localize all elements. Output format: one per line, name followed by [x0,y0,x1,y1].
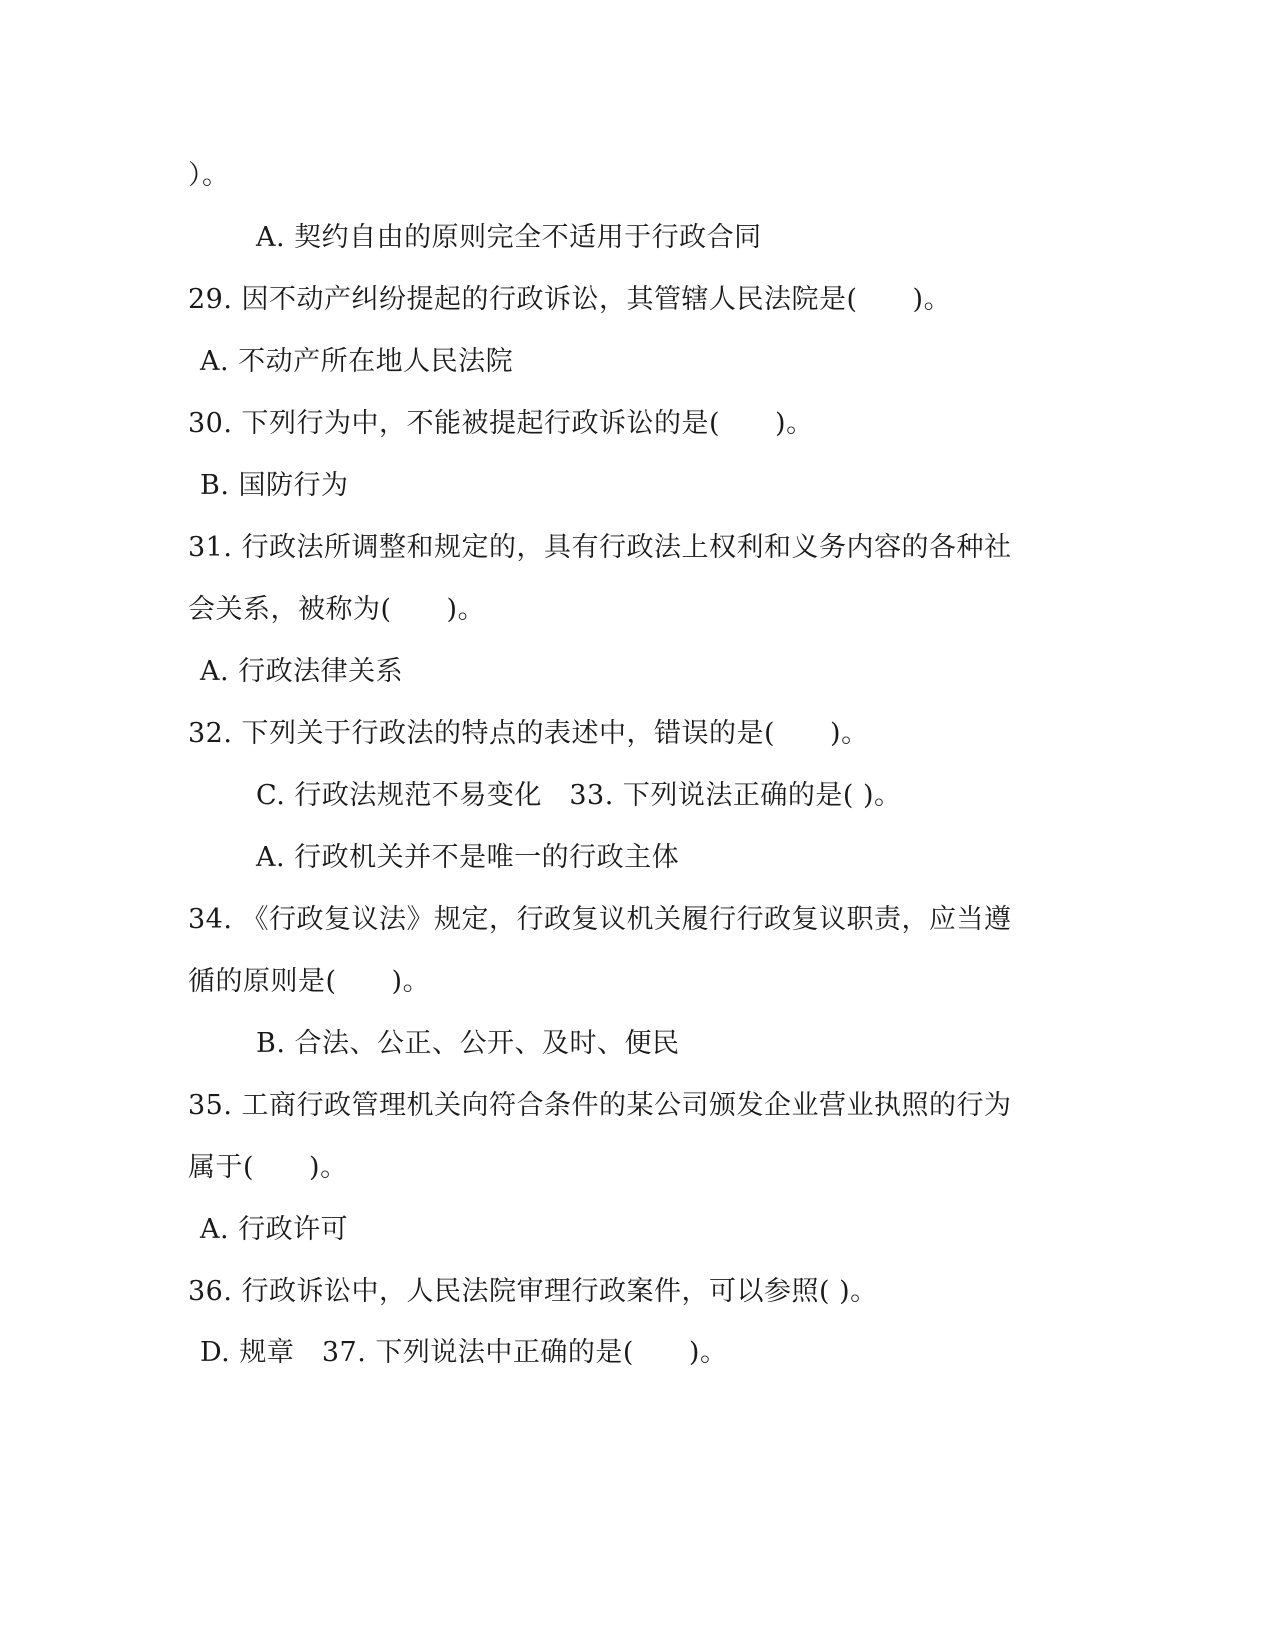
question-34: 34. 《行政复议法》规定，行政复议机关履行行政复议职责，应当遵 [188,904,1012,935]
question-32: 32. 下列关于行政法的特点的表述中，错误的是( )。 [188,718,869,749]
answer-line: B. 合法、公正、公开、及时、便民 [256,1028,680,1059]
question-35-continuation: 属于( )。 [188,1152,348,1183]
answer-line: A. 契约自由的原则完全不适用于行政合同 [256,222,762,253]
answer-line: A. 行政许可 [200,1214,349,1245]
answer-and-question-33: C. 行政法规范不易变化 33. 下列说法正确的是( )。 [256,780,902,811]
question-36: 36. 行政诉讼中，人民法院审理行政案件，可以参照( )。 [188,1276,878,1307]
question-31: 31. 行政法所调整和规定的，具有行政法上权利和义务内容的各种社 [188,532,1012,563]
question-31-continuation: 会关系，被称为( )。 [188,594,486,625]
question-35: 35. 工商行政管理机关向符合条件的某公司颁发企业营业执照的行为 [188,1090,1012,1121]
answer-line: A. 不动产所在地人民法院 [200,346,514,377]
answer-line: A. 行政法律关系 [200,656,404,687]
answer-and-question-37: D. 规章 37. 下列说法中正确的是( )。 [200,1337,728,1368]
answer-line: B. 国防行为 [200,470,349,501]
question-30: 30. 下列行为中，不能被提起行政诉讼的是( )。 [188,408,814,439]
continuation-line: ）。 [188,160,230,191]
answer-line: A. 行政机关并不是唯一的行政主体 [256,842,680,873]
question-29: 29. 因不动产纠纷提起的行政诉讼，其管辖人民法院是( )。 [188,284,952,315]
question-34-continuation: 循的原则是( )。 [188,966,431,997]
